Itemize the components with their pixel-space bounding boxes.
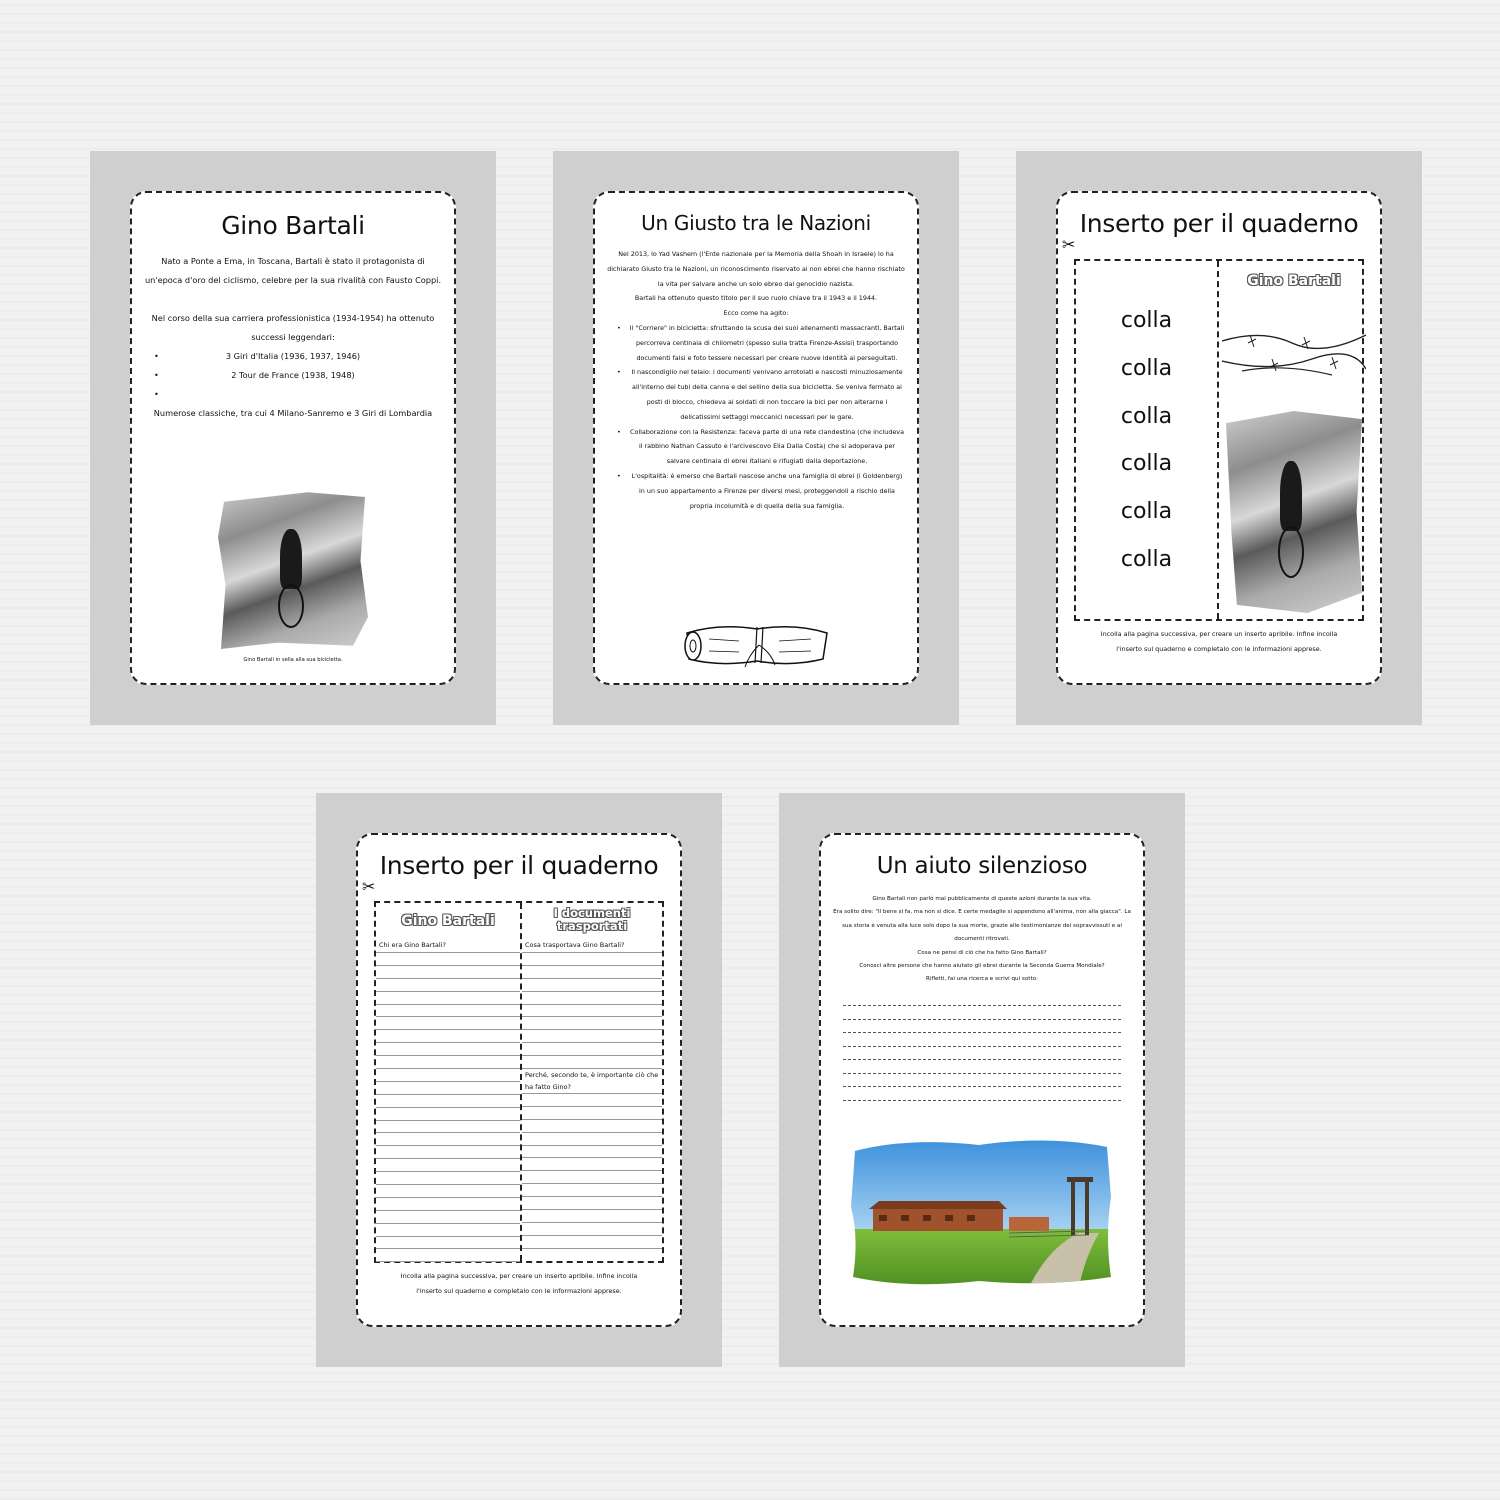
page-inserto-colla — [1016, 151, 1422, 725]
right-column — [522, 903, 662, 1261]
question: Chi era Gino Bartali? — [376, 941, 520, 953]
glue-label: colla — [1120, 499, 1173, 525]
writing-lines — [376, 953, 520, 1262]
paragraph: Conosci altre persone che hanno aiutato gli ebrei durante la Seconda Guerra Mondiale? — [859, 963, 1105, 970]
classics-text: Numerose classiche, tra cui 4 Milano-Sanremo e 3 Giri di Lombardia — [153, 408, 433, 418]
column-title: I documenti trasportati — [553, 906, 631, 933]
list-item: • Il nascondiglio nel telaio: i documenti venivano arrotolati e nascosti minuziosamente all'interno dei tubi della canna e del sellino della sua bicicletta. Se veniva fermato ai posti di blocco, chiedeva ai soldati di non toccare la bici per non alterarne i delicatissimi settaggi meccanici necessari per le gare. — [617, 368, 903, 421]
barbed-wire-icon — [1222, 323, 1366, 383]
paragraph: Cosa ne pensi di ciò che ha fatto Gino Bartali? — [917, 949, 1047, 956]
wins-list — [132, 347, 454, 404]
paragraph: Ecco come ha agito: — [723, 309, 789, 318]
page-aiuto-silenzioso — [779, 793, 1185, 1367]
glue-label: colla — [1120, 355, 1173, 381]
cyclist-photo — [1226, 411, 1362, 613]
intro-text: Nato a Ponte a Ema, in Toscana, Bartali è stato il protagonista di un'epoca d'oro del ciclismo, celebre per la sua rivalità con Fausto Coppi. — [144, 256, 442, 285]
writing-lines — [522, 953, 662, 1069]
cyclist-photo — [218, 489, 368, 649]
glue-label: colla — [1120, 546, 1173, 572]
page-title: Un Giusto tra le Nazioni — [641, 211, 871, 235]
page-inserto-domande — [316, 793, 722, 1367]
page-title: Inserto per il quaderno — [379, 851, 659, 880]
list-item: • 3 Giri d'Italia (1936, 1937, 1946) — [154, 351, 361, 361]
page-giusto-tra-le-nazioni — [553, 151, 959, 725]
list-item: • — [154, 389, 159, 399]
instructions: Incolla alla pagina successiva, per creare un inserto apribile. Infine incolla l'inserto sul quaderno e completalo con le informazioni apprese. — [400, 1272, 638, 1295]
card — [1056, 191, 1382, 685]
question: Cosa trasportava Gino Bartali? — [522, 941, 662, 953]
paragraph: Bartali ha ottenuto questo titolo per il suo ruolo chiave tra il 1943 e il 1944. — [634, 294, 878, 303]
list-item: • L'ospitalità: è emerso che Bartali nascose anche una famiglia di ebrei (i Goldenberg) in un suo appartamento a Firenze per diversi mesi, proteggendoli a rischio della propria incolumità e di quella della sua famiglia. — [617, 471, 903, 510]
scissors-icon: ✂ — [1062, 235, 1076, 254]
paragraph: Era solito dire: "Il bene si fa, ma non si dice. E certe medaglie si appendono all'anima, non alla giacca". La sua storia è venuta alla luce solo dopo la sua morte, grazie alle testimonianze dei sopravvissuti e ai documenti ritrovati. — [833, 909, 1131, 943]
card — [130, 191, 456, 685]
glue-column — [1076, 261, 1219, 619]
camp-landscape-photo — [849, 1137, 1113, 1287]
left-column — [376, 903, 522, 1261]
cover-title: Gino Bartali — [1247, 273, 1341, 289]
column-title: Gino Bartali — [401, 913, 495, 929]
page-title: Gino Bartali — [221, 211, 365, 240]
page-title: Un aiuto silenzioso — [876, 853, 1088, 879]
paragraph: Nel 2013, lo Yad Vashem (l'Ente nazionale per la Memoria della Shoah in Israele) lo ha dichiarato Giusto tra le Nazioni, un riconoscimento riservato ai non ebrei che hanno rischiato la vita per salvare anche un solo ebreo dal genocidio nazista. — [607, 250, 905, 288]
list-item: • 2 Tour de France (1938, 1948) — [154, 370, 355, 380]
actions-list — [595, 321, 917, 513]
list-item: • Il "Corriere" in bicicletta: sfruttando la scusa dei suoi allenamenti massacranti, Bartali percorreva centinaia di chilometri (spesso sulla tratta Firenze-Assisi) trasportando documenti falsi e foto tessere necessari per creare nuove identità ai perseguitati. — [617, 323, 905, 362]
page-gino-bartali — [90, 151, 496, 725]
scissors-icon: ✂ — [362, 877, 376, 896]
glue-label: colla — [1120, 308, 1173, 333]
paragraph: Rifletti, fai una ricerca e scrivi qui sotto: — [926, 976, 1038, 983]
scroll-icon — [679, 619, 835, 671]
page-title: Inserto per il quaderno — [1079, 209, 1359, 238]
instructions: Incolla alla pagina successiva, per creare un inserto apribile. Infine incolla l'inserto sul quaderno e completalo con le informazioni apprese. — [1100, 630, 1338, 653]
paragraph: Gino Bartali non parlò mai pubblicamente di queste azioni durante la sua vita. — [872, 896, 1092, 902]
question: Perché, secondo te, è importante ciò che ha fatto Gino? — [522, 1069, 662, 1094]
card — [356, 833, 682, 1327]
card — [819, 833, 1145, 1327]
career-text: Nel corso della sua carriera professionistica (1934-1954) ha ottenuto successi leggendari: — [151, 313, 435, 342]
answer-lines — [843, 993, 1121, 1101]
insert-frame — [1074, 259, 1364, 621]
insert-frame — [374, 901, 664, 1263]
glue-label: colla — [1120, 451, 1173, 477]
list-item: • Collaborazione con la Resistenza: faceva parte di una rete clandestina (che includeva il rabbino Nathan Cassuto e l'arcivescovo Elia Dalla Costa) che si adoperava per salvare centinaia di ebrei italiani e rifugiati dalla deportazione. — [617, 427, 905, 466]
glue-label: colla — [1120, 403, 1173, 429]
card — [593, 191, 919, 685]
photo-caption: Gino Bartali in sella alla sua bicicletta. — [243, 657, 343, 663]
writing-lines — [522, 1094, 662, 1249]
